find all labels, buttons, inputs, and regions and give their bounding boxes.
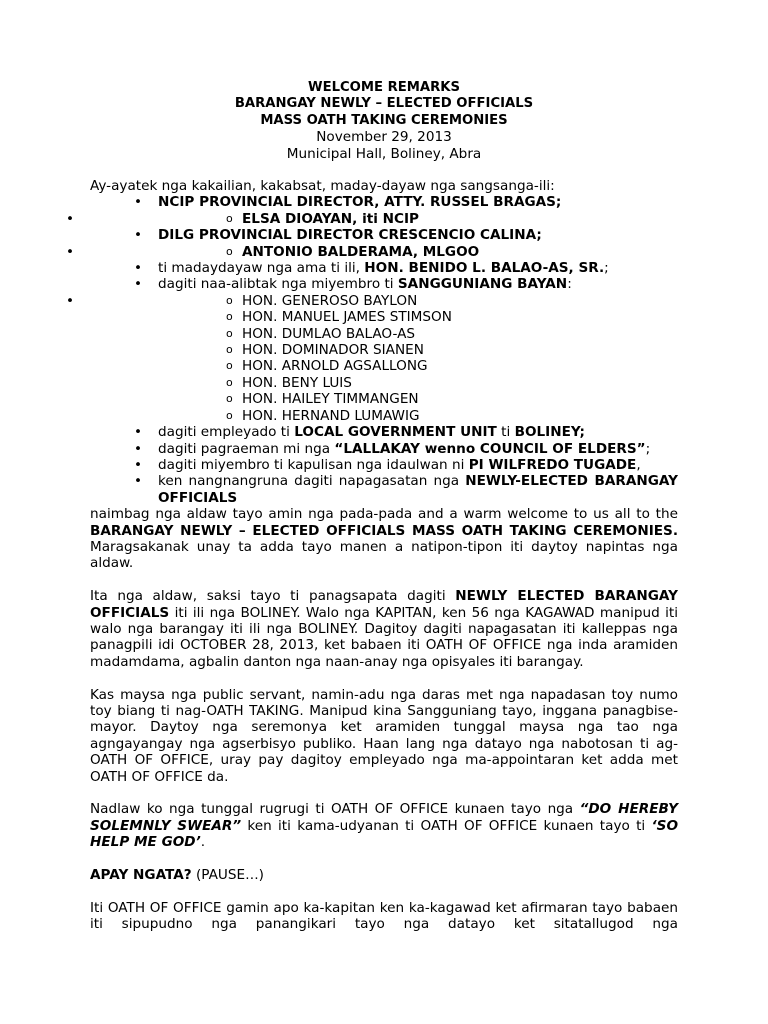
paragraph-gap — [90, 670, 678, 686]
list-item-text: ken nangnangruna dagiti napagasatan nga — [158, 473, 466, 490]
paragraph-bold: NEWLY ELECTED BARANGAY OFFICIALS — [90, 588, 678, 621]
paragraph-text: (PAUSE…) — [191, 867, 264, 883]
list-item — [90, 424, 678, 440]
list-item — [90, 227, 678, 243]
list-item — [90, 260, 678, 276]
list-item-text: ti madaydayaw nga ama ti ili, — [158, 260, 365, 277]
list-item-punct: ; — [645, 440, 651, 457]
paragraph-text: ken iti kama-udyanan ti OATH OF OFFICE kunaen tayo ti — [241, 817, 652, 834]
council-member: o HON. ARNOLD AGSALLONG — [158, 358, 678, 374]
council-member: o HON. HAILEY TIMMANGEN — [158, 391, 678, 407]
paragraph-gap — [90, 572, 678, 588]
acknowledgement-list — [90, 194, 678, 506]
list-item — [90, 457, 678, 473]
greeting: Ay-ayatek nga kakailian, kakabsat, maday-dayaw nga sangsanga-ili: — [90, 178, 555, 194]
list-item-sub — [22, 244, 678, 260]
list-item-punct: ; — [604, 260, 609, 277]
council-member: o HON. BENY LUIS — [158, 375, 678, 391]
list-item-text: dagiti naa-alibtak nga miyembro ti — [158, 276, 398, 293]
paragraph-text: Maragsakanak unay ta adda tayo manen a natipon-tipon iti daytoy napintas nga aldaw. — [90, 538, 678, 572]
list-item-text: dagiti empleyado ti — [158, 424, 295, 441]
document-body — [90, 178, 678, 933]
document-header — [0, 80, 768, 162]
paragraph-gap — [90, 785, 678, 801]
list-item — [90, 441, 678, 457]
list-item-bold: NEWLY-ELECTED BARANGAY OFFICIALS — [158, 473, 678, 506]
paragraph-affirm: Iti OATH OF OFFICE gamin apo ka-kapitan ken ka-kagawad ket afirmaran tayo babaen iti sipupudno nga panangikari tayo nga datayo ket sitatallugod nga — [90, 899, 678, 933]
title-line-1: WELCOME REMARKS — [308, 80, 460, 95]
council-member: o HON. DUMLAO BALAO-AS — [158, 326, 678, 342]
list-item-bold: “LALLAKAY wenno COUNCIL OF ELDERS” — [334, 440, 646, 457]
list-item-text: ANTONIO BALDERAMA, MLGOO — [242, 243, 480, 260]
paragraph-welcome — [90, 506, 678, 572]
paragraph-witness — [90, 588, 678, 670]
council-member: o • HON. GENEROSO BAYLON — [158, 293, 678, 309]
paragraph-bold: APAY NGATA? — [90, 867, 192, 883]
list-item-bold: HON. BENIDO L. BALAO-AS, SR. — [364, 260, 605, 277]
list-item-bold: SANGGUNIANG BAYAN — [397, 276, 568, 293]
list-item — [90, 473, 678, 506]
list-item-text: dagiti miyembro ti kapulisan nga idaulwan ni — [158, 456, 469, 473]
list-item-bold: PI WILFREDO TUGADE — [468, 456, 637, 473]
list-item-punct: , — [636, 456, 641, 473]
event-place: Municipal Hall, Boliney, Abra — [286, 145, 482, 162]
paragraph-bold: BARANGAY NEWLY – ELECTED OFFICIALS MASS OATH TAKING CEREMONIES. — [90, 522, 678, 539]
paragraph-text: Ita nga aldaw, saksi tayo ti panagsapata dagiti — [90, 588, 456, 605]
title-line-3: MASS OATH TAKING CEREMONIES — [260, 112, 508, 128]
title-line-2: BARANGAY NEWLY – ELECTED OFFICIALS — [234, 96, 534, 112]
paragraph-text: iti ili nga BOLINEY. Walo nga KAPITAN, ken 56 nga KAGAWAD manipud iti walo nga barangay iti ili nga BOLINEY. Dagitoy dagiti napagasatan iti kalleppas nga panagpili idi OCTOBER 28, 2013, ket babaen iti OATH OF OFFICE nga inda aramiden madamdama, agbalin danton nga naan-anay nga opisyales iti barangay. — [90, 604, 678, 670]
paragraph-public-servant: Kas maysa nga public servant, namin-adu nga daras met nga napadasan toy numo toy biang ti nag-OATH TAKING. Manipud kina Sangguniang tayo, inggana panagbise-mayor. Daytoy nga seremonya ket aramiden tunggal maysa nga tao nga agngayangay nga agserbisyo publiko. Haan lang nga datayo nga nabotosan ti ag-OATH OF OFFICE, uray pay dagitoy empleyado nga ma-appointaran ket adda met OATH OF OFFICE da. — [90, 686, 678, 785]
list-item-bold: LOCAL GOVERNMENT UNIT — [294, 424, 497, 441]
paragraph-text: naimbag nga aldaw tayo amin nga pada-pada and a warm welcome to us all to the — [90, 506, 678, 523]
list-item — [90, 276, 678, 292]
event-date: November 29, 2013 — [316, 129, 452, 146]
paragraph-emphasis: “DO HEREBY SOLEMNLY SWEAR” — [90, 801, 678, 834]
paragraph-text: . — [200, 834, 206, 851]
council-member: o HON. DOMINADOR SIANEN — [158, 342, 678, 358]
list-item-text: NCIP PROVINCIAL DIRECTOR, ATTY. RUSSEL BRAGAS; — [158, 194, 562, 211]
council-list — [158, 293, 678, 424]
council-list-wrap — [22, 293, 678, 424]
list-item-sub — [22, 211, 678, 227]
list-item — [90, 194, 678, 210]
paragraph-gap — [90, 883, 678, 899]
list-item-text: ELSA DIOAYAN, iti NCIP — [242, 210, 420, 227]
list-item-text: ti — [496, 424, 515, 441]
paragraph-question — [90, 867, 678, 883]
council-member: o HON. HERNAND LUMAWIG — [158, 408, 678, 424]
list-item-bold: BOLINEY; — [514, 424, 585, 441]
paragraph-gap — [90, 851, 678, 867]
list-item-text: dagiti pagraeman mi nga — [158, 440, 335, 457]
list-item-text: DILG PROVINCIAL DIRECTOR CRESCENCIO CALINA; — [158, 227, 542, 244]
paragraph-text: Nadlaw ko nga tunggal rugrugi ti OATH OF OFFICE kunaen tayo nga — [90, 801, 580, 818]
list-item-punct: : — [567, 276, 572, 293]
council-member: o HON. MANUEL JAMES STIMSON — [158, 309, 678, 325]
paragraph-oath — [90, 801, 678, 850]
paragraph-emphasis: ‘SO HELP ME GOD’ — [90, 817, 678, 851]
